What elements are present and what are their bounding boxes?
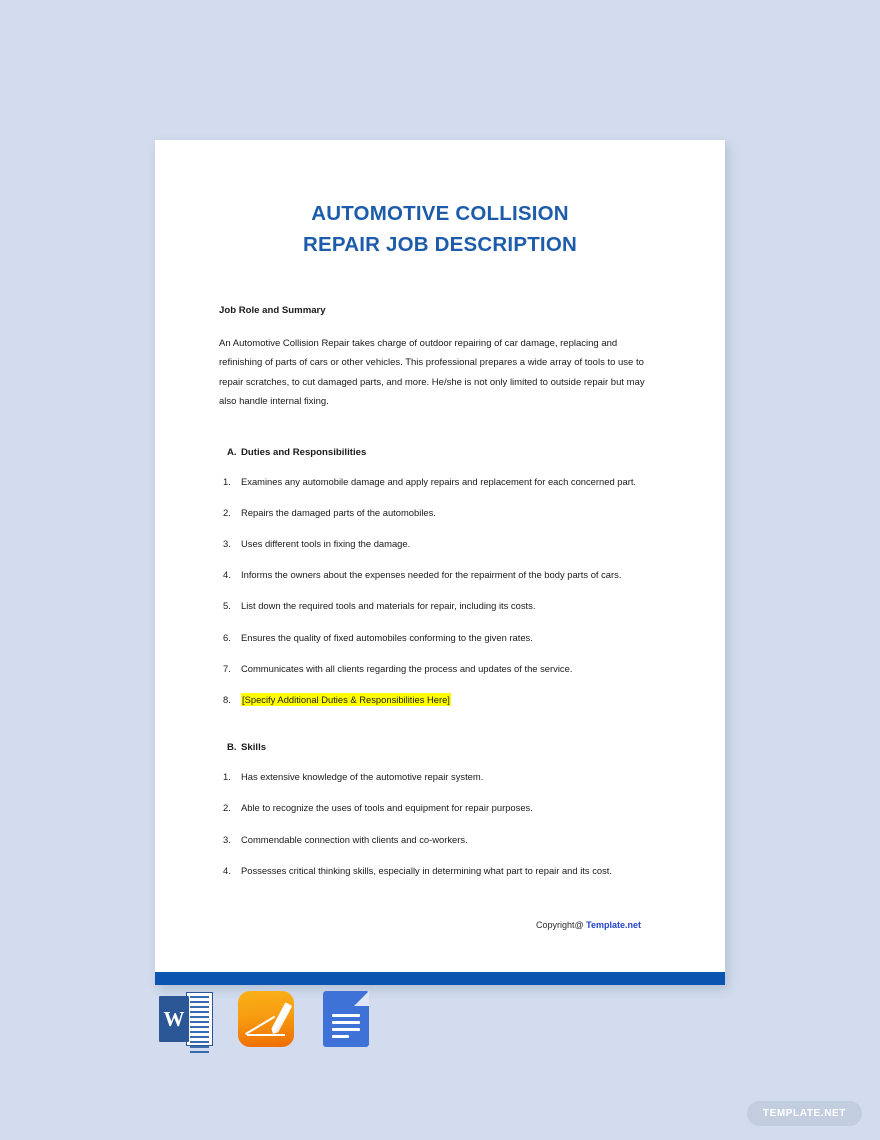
list-item (219, 770, 661, 784)
gdocs-folded-corner (354, 991, 369, 1006)
pages-base-line (247, 1034, 285, 1036)
list-item (219, 475, 661, 489)
section-skills-letter: B. (227, 741, 237, 753)
list-item-number: 5. (223, 600, 231, 612)
section-duties-heading (219, 446, 661, 459)
page-title (219, 198, 661, 260)
duties-list (219, 475, 661, 707)
list-item (219, 864, 661, 878)
list-item-number: 7. (223, 662, 231, 674)
google-docs-icon[interactable] (315, 988, 377, 1050)
pages-diagonal-line (245, 1016, 275, 1035)
summary-paragraph: An Automotive Collision Repair takes charge of outdoor repairing of car damage, replacing and refinishing of parts of cars or other vehicles. This professional prepares a wide array of tools to use to repair scratches, to cut damaged parts, and more. He/she is not only limited to outside repair but may also handle internal fixing. (219, 337, 645, 408)
list-item-number: 1. (223, 476, 231, 488)
list-item (219, 833, 661, 847)
list-item (219, 568, 661, 582)
list-item-number: 4. (223, 864, 231, 876)
watermark-badge: TEMPLATE.NET (747, 1101, 862, 1126)
list-item-number: 8. (223, 693, 231, 705)
section-duties-letter: A. (227, 446, 237, 458)
list-item-text: Informs the owners about the expenses needed for the repairment of the body parts of cars. (241, 569, 622, 581)
list-item (219, 801, 661, 815)
apple-pages-icon[interactable] (235, 988, 297, 1050)
list-item-number: 2. (223, 802, 231, 814)
list-item (219, 631, 661, 645)
list-item-text: Examines any automobile damage and apply repairs and replacement for each concerned part. (241, 476, 637, 488)
list-item-placeholder (219, 693, 661, 707)
list-item-number: 6. (223, 631, 231, 643)
list-item (219, 662, 661, 676)
list-item-number: 3. (223, 833, 231, 845)
document-body (155, 140, 725, 958)
list-item-text: Has extensive knowledge of the automotive repair system. (241, 771, 484, 783)
word-page-shape (186, 992, 213, 1046)
document-preview (155, 140, 725, 985)
file-format-icons (155, 988, 377, 1050)
section-duties-title: Duties and Responsibilities (241, 446, 367, 458)
list-item-text: Repairs the damaged parts of the automobiles. (241, 507, 436, 519)
summary-heading: Job Role and Summary (219, 305, 326, 317)
section-duties (219, 446, 661, 707)
pen-icon (269, 1002, 292, 1036)
list-item-text: Commendable connection with clients and co-workers. (241, 833, 468, 845)
list-item-text: Ensures the quality of fixed automobiles conforming to the given rates. (241, 631, 533, 643)
list-item-number: 1. (223, 771, 231, 783)
list-item-text: Able to recognize the uses of tools and equipment for repair purposes. (241, 802, 533, 814)
page-title-line-2: REPAIR JOB DESCRIPTION (303, 233, 577, 257)
copyright-prefix: Copyright@ (536, 919, 587, 930)
copyright-brand-link[interactable]: Template.net (586, 919, 641, 930)
list-item-number: 4. (223, 569, 231, 581)
list-item-text: List down the required tools and materials for repair, including its costs. (241, 600, 536, 612)
footer-accent-bar (155, 972, 725, 985)
list-item (219, 537, 661, 551)
section-skills-heading (219, 741, 661, 754)
list-item-text: Communicates with all clients regarding the process and updates of the service. (241, 662, 573, 674)
list-item (219, 506, 661, 520)
section-skills-title: Skills (241, 741, 267, 753)
list-item-text-highlighted: [Specify Additional Duties & Responsibilities Here] (242, 693, 450, 705)
page-title-line-1: AUTOMOTIVE COLLISION (311, 202, 569, 225)
list-item-text: Uses different tools in fixing the damage. (241, 538, 411, 550)
microsoft-word-icon[interactable] (155, 988, 217, 1050)
list-item-number: 3. (223, 538, 231, 550)
document-page (155, 140, 725, 985)
word-letter: W (163, 1006, 185, 1031)
list-item-text: Possesses critical thinking skills, especially in determining what part to repair and its cost. (241, 864, 612, 876)
list-item (219, 599, 661, 613)
word-glyph (155, 988, 217, 1050)
gdocs-text-lines (332, 1014, 360, 1042)
list-item-number: 2. (223, 507, 231, 519)
gdocs-glyph (323, 991, 369, 1047)
skills-list (219, 770, 661, 877)
copyright-notice (219, 920, 661, 930)
section-skills (219, 741, 661, 878)
pages-glyph (238, 991, 294, 1047)
